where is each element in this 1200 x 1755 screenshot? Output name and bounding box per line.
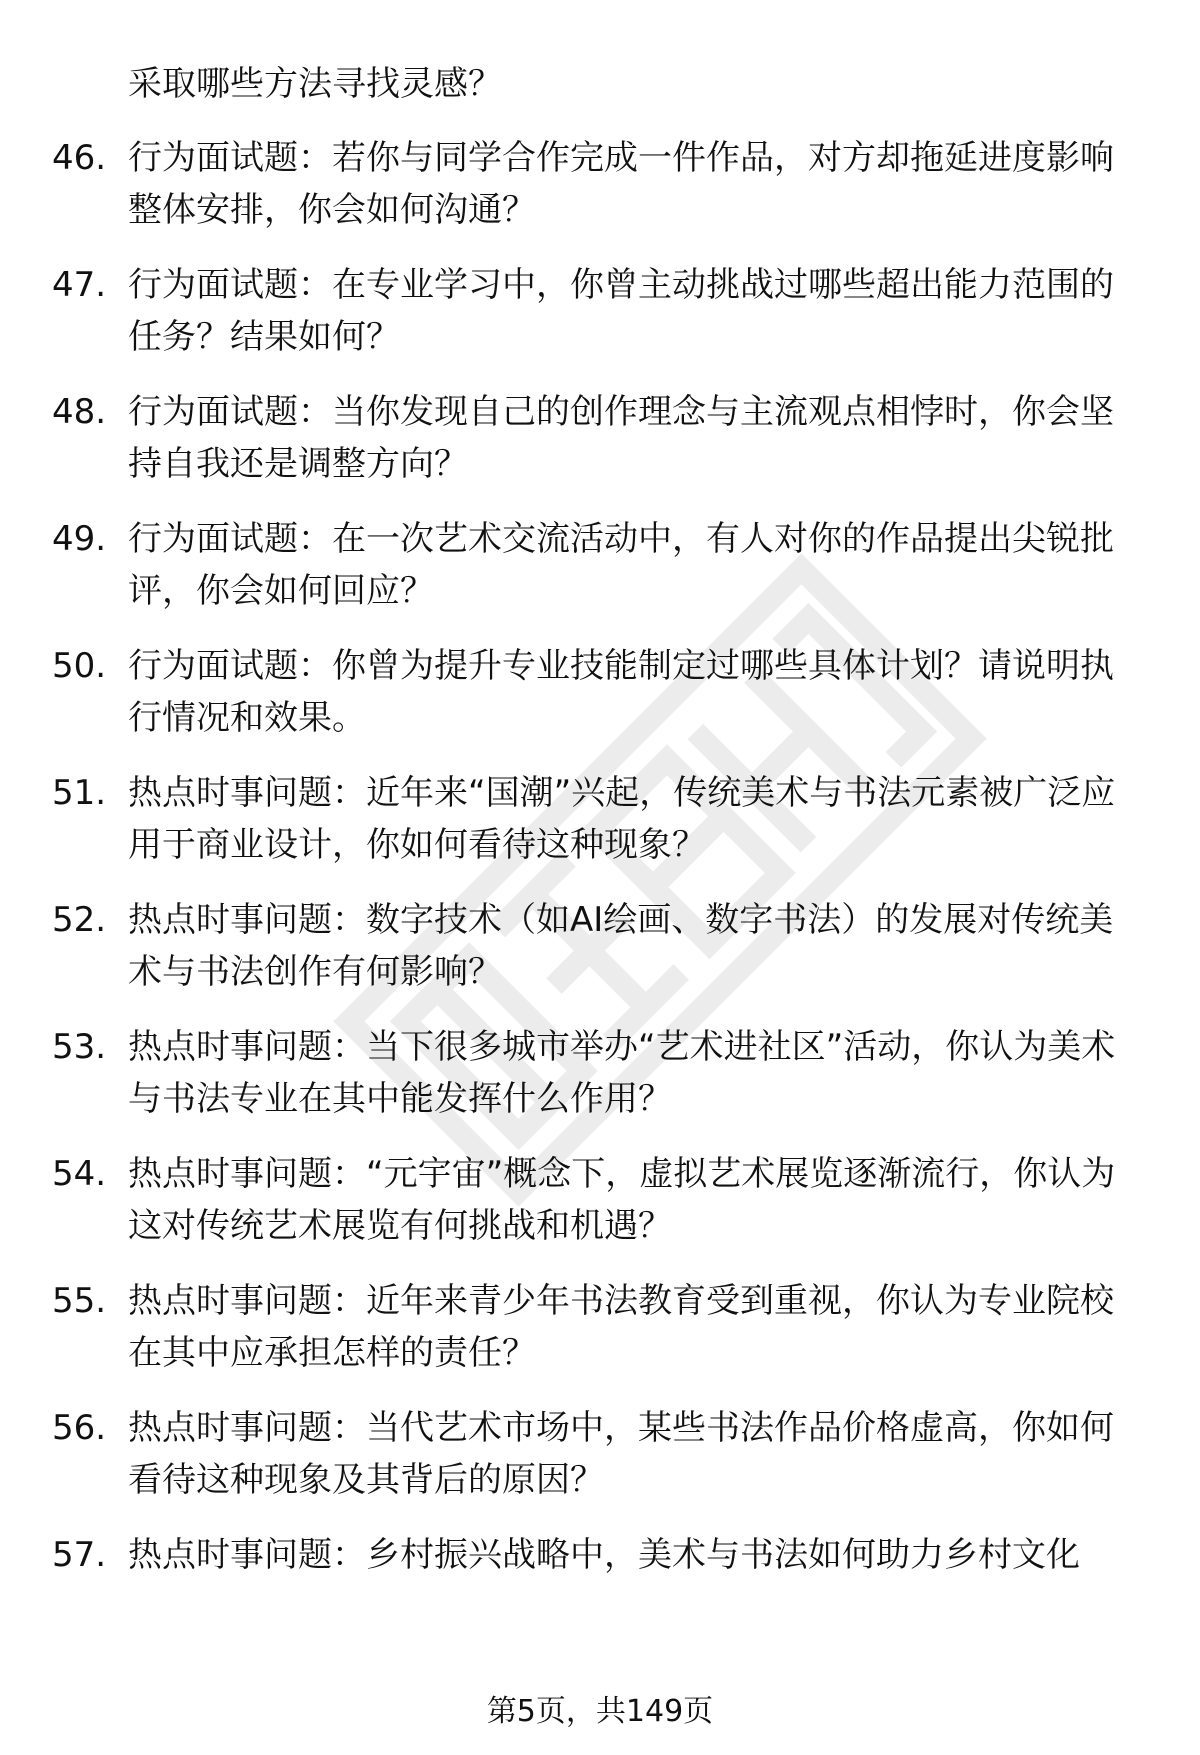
question-text: 热点时事问题：当代艺术市场中，某些书法作品价格虚高，你如何看待这种现象及其背后的原因？ <box>128 1408 1114 1500</box>
question-number: 57. <box>52 1535 107 1575</box>
question-number: 49. <box>52 519 107 559</box>
question-text: 行为面试题：你曾为提升专业技能制定过哪些具体计划？请说明执行情况和效果。 <box>128 646 1114 738</box>
question-number: 51. <box>52 773 107 813</box>
question-item <box>52 767 1152 871</box>
question-item <box>52 1021 1152 1125</box>
question-text: 行为面试题：若你与同学合作完成一件作品，对方却拖延进度影响整体安排，你会如何沟通？ <box>128 138 1114 230</box>
question-number: 56. <box>52 1408 107 1448</box>
question-text: 热点时事问题：近年来青少年书法教育受到重视，你认为专业院校在其中应承担怎样的责任？ <box>128 1281 1114 1373</box>
question-text: 热点时事问题：当下很多城市举办“艺术进社区”活动，你认为美术与书法专业在其中能发挥什么作用？ <box>128 1027 1116 1119</box>
question-text: 热点时事问题：近年来“国潮”兴起，传统美术与书法元素被广泛应用于商业设计，你如何看待这种现象？ <box>128 773 1116 865</box>
continuation-line: 采取哪些方法寻找灵感？ <box>128 64 502 104</box>
question-item <box>52 1529 1152 1581</box>
question-text: 行为面试题：当你发现自己的创作理念与主流观点相悖时，你会坚持自我还是调整方向？ <box>128 392 1114 484</box>
question-text: 热点时事问题：数字技术（如AI绘画、数字书法）的发展对传统美术与书法创作有何影响？ <box>128 900 1114 992</box>
page-footer: 第5页，共149页 <box>486 1694 714 1729</box>
question-item <box>52 1148 1152 1252</box>
question-number: 55. <box>52 1281 107 1321</box>
question-number: 46. <box>52 138 107 178</box>
question-item <box>52 1402 1152 1506</box>
question-number: 54. <box>52 1154 107 1194</box>
question-text: 热点时事问题：“元宇宙”概念下，虚拟艺术展览逐渐流行，你认为这对传统艺术展览有何挑战和机遇？ <box>128 1154 1116 1246</box>
question-item <box>52 1275 1152 1379</box>
question-number: 48. <box>52 392 107 432</box>
question-text: 热点时事问题：乡村振兴战略中，美术与书法如何助力乡村文化 <box>128 1535 1080 1575</box>
question-item <box>52 640 1152 744</box>
question-number: 52. <box>52 900 107 940</box>
question-text: 行为面试题：在一次艺术交流活动中，有人对你的作品提出尖锐批评，你会如何回应？ <box>128 519 1114 611</box>
question-number: 53. <box>52 1027 107 1067</box>
question-text: 行为面试题：在专业学习中，你曾主动挑战过哪些超出能力范围的任务？结果如何？ <box>128 265 1114 357</box>
question-item <box>52 386 1152 490</box>
items-container <box>52 132 1152 1581</box>
question-list <box>52 58 1152 1604</box>
question-item <box>52 894 1152 998</box>
question-number: 50. <box>52 646 107 686</box>
question-item <box>52 132 1152 236</box>
question-item <box>52 513 1152 617</box>
question-number: 47. <box>52 265 107 305</box>
question-item <box>52 259 1152 363</box>
